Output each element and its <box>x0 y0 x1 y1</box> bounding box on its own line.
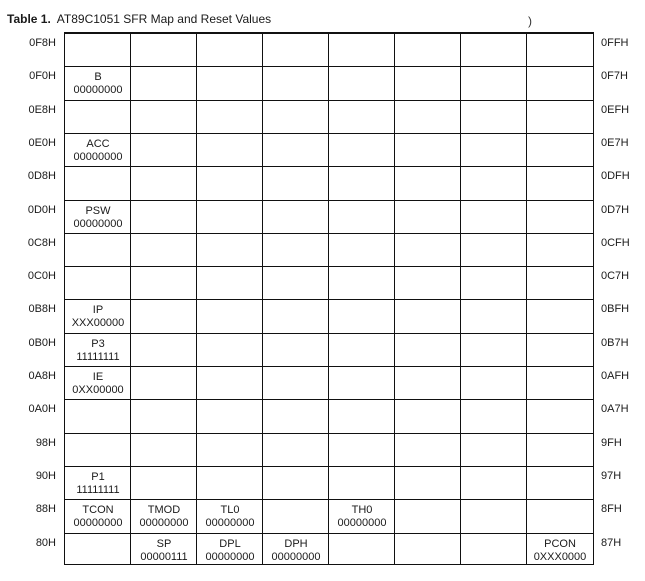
reset-value: 00000000 <box>205 550 255 563</box>
address-end-label: 0D7H <box>601 203 630 216</box>
reset-value: 11111111 <box>76 350 120 363</box>
sfr-map-table <box>64 32 594 565</box>
register-name: B <box>94 71 102 84</box>
register-name: TMOD <box>147 504 181 517</box>
reset-value: 00000000 <box>205 517 255 530</box>
register-name: DPH <box>284 537 308 550</box>
sfr-register-cell <box>131 504 197 530</box>
sfr-register-cell <box>197 538 263 564</box>
sfr-register-cell <box>527 538 593 564</box>
sfr-register-cell <box>197 504 263 530</box>
address-start-label: 98H <box>35 436 56 449</box>
register-name: PCON <box>544 537 576 550</box>
address-end-label: 97H <box>601 469 622 482</box>
sfr-register-cell <box>131 538 197 564</box>
row-divider <box>65 299 593 300</box>
row-divider <box>65 499 593 500</box>
reset-value: 00000000 <box>73 150 123 163</box>
sfr-register-cell <box>65 471 131 497</box>
address-end-label: 0BFH <box>601 303 630 316</box>
row-divider <box>65 333 593 334</box>
row-divider <box>65 100 593 101</box>
address-start-label: 0B8H <box>28 303 56 316</box>
address-start-label: 80H <box>35 536 56 549</box>
address-end-label: 9FH <box>601 436 622 449</box>
register-name: ACC <box>86 137 110 150</box>
sfr-register-cell <box>65 504 131 530</box>
address-end-label: 0A7H <box>601 403 629 416</box>
row-divider <box>65 266 593 267</box>
caption-label: Table 1. <box>7 12 51 26</box>
register-name: PSW <box>85 204 111 217</box>
row-divider <box>65 433 593 434</box>
reset-value: 00000000 <box>73 517 123 530</box>
row-divider <box>65 533 593 534</box>
address-start-label: 0F0H <box>29 70 56 83</box>
caption-title: AT89C1051 SFR Map and Reset Values <box>56 12 272 26</box>
address-end-label: 87H <box>601 536 622 549</box>
address-end-label: 0EFH <box>601 103 630 116</box>
reset-value: 00000000 <box>337 517 387 530</box>
address-start-label: 0B0H <box>28 336 56 349</box>
address-end-label: 0B7H <box>601 336 629 349</box>
table-caption <box>7 12 271 26</box>
row-divider <box>65 133 593 134</box>
sfr-register-cell <box>65 71 131 97</box>
register-name: P3 <box>91 337 105 350</box>
row-divider <box>65 66 593 67</box>
address-start-label: 0C8H <box>27 236 56 249</box>
register-name: IP <box>92 304 104 317</box>
address-start-label: 0D0H <box>27 203 56 216</box>
row-divider <box>65 200 593 201</box>
address-start-label: 0E8H <box>28 103 56 116</box>
register-name: TCON <box>82 504 114 517</box>
register-name: TH0 <box>351 504 373 517</box>
register-name: TL0 <box>220 504 240 517</box>
sfr-register-cell <box>263 538 329 564</box>
reset-value: 00000000 <box>73 217 123 230</box>
register-name: IE <box>92 371 104 383</box>
address-start-label: 0A8H <box>28 370 56 382</box>
register-name: DPL <box>219 537 241 550</box>
address-start-label: 88H <box>35 503 56 516</box>
address-start-label: 0E0H <box>28 136 56 149</box>
row-divider <box>65 233 593 234</box>
address-start-label: 0D8H <box>27 170 56 183</box>
address-end-label: 0DFH <box>601 170 630 183</box>
address-end-label: 0CFH <box>601 236 630 249</box>
address-start-label: 90H <box>35 469 56 482</box>
sfr-register-cell <box>65 304 131 330</box>
reset-value: XXX00000 <box>71 317 125 330</box>
sfr-register-cell <box>65 205 131 231</box>
address-end-label: 0AFH <box>601 370 630 382</box>
address-start-label: 0C0H <box>27 270 56 283</box>
address-start-label: 0A0H <box>28 403 56 416</box>
register-name: P1 <box>91 470 105 483</box>
sfr-register-cell <box>65 338 131 364</box>
reset-value: 0XXX0000 <box>533 550 587 563</box>
reset-value: 00000000 <box>139 517 189 530</box>
address-end-label: 0F7H <box>601 70 628 83</box>
row-divider <box>65 166 593 167</box>
sfr-register-cell <box>329 504 395 530</box>
sfr-register-cell <box>65 138 131 164</box>
address-end-label: 8FH <box>601 503 622 516</box>
page-edge-mark: ) <box>528 14 532 28</box>
sfr-register-cell <box>65 371 131 397</box>
address-start-label: 0F8H <box>29 37 56 49</box>
reset-value: 00000000 <box>271 550 321 563</box>
address-end-label: 0C7H <box>601 270 630 283</box>
row-divider <box>65 366 593 367</box>
register-name: SP <box>156 537 172 550</box>
reset-value: 00000111 <box>140 550 188 563</box>
address-end-label: 0E7H <box>601 136 629 149</box>
row-divider <box>65 399 593 400</box>
reset-value: 00000000 <box>73 84 123 97</box>
address-end-label: 0FFH <box>601 37 629 49</box>
reset-value: 0XX00000 <box>72 384 124 396</box>
reset-value: 11111111 <box>76 483 120 496</box>
row-divider <box>65 466 593 467</box>
